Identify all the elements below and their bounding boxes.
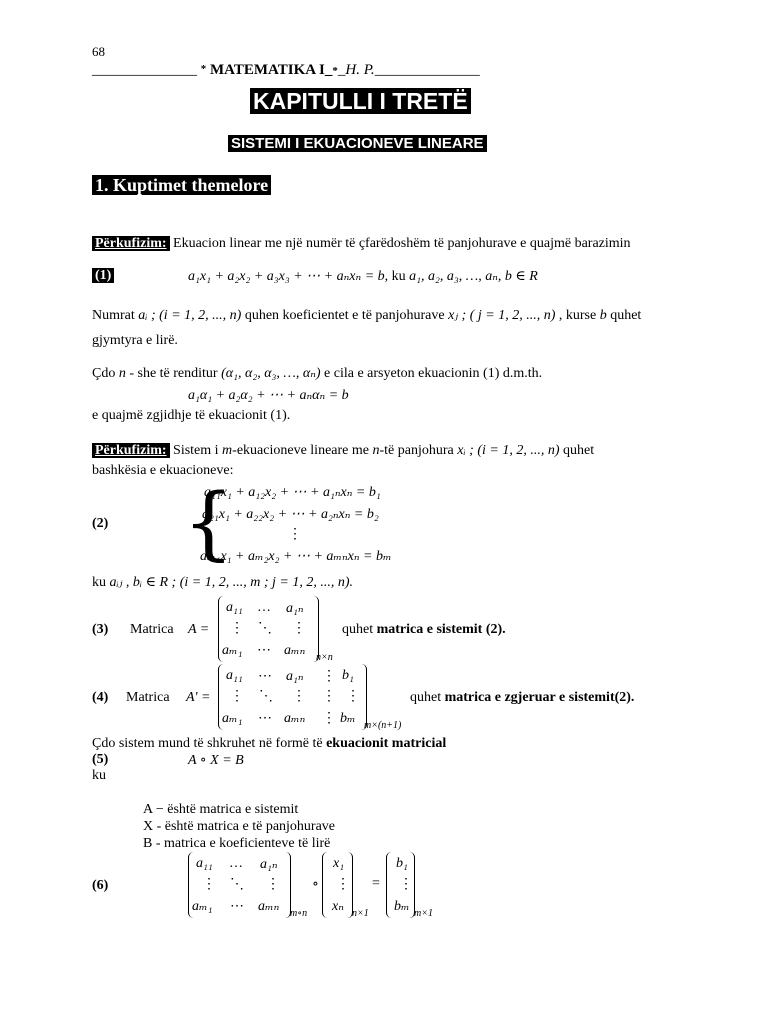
- matrix-cell: ⋱: [259, 689, 273, 704]
- matrix-cell: bₘ: [394, 899, 410, 914]
- matrix-cell: ⋯: [257, 643, 271, 658]
- matrix-cell: a₁₁: [226, 668, 243, 683]
- paragraph-coefficients-cont: gjymtyra e lirë.: [92, 333, 178, 348]
- matrix-cell: ⋯: [258, 669, 272, 684]
- matrix-cell: ⋮: [230, 689, 244, 704]
- matrix-cell: a₁₁: [226, 600, 243, 615]
- equation-number: (5): [92, 752, 109, 767]
- definition-label: Përkufizim:: [92, 443, 170, 458]
- chapter-subtitle: SISTEMI I EKUACIONEVE LINEARE: [228, 135, 487, 153]
- matrix-equation: A ∘ X = B: [188, 753, 244, 768]
- matrix-cell: ⋮: [202, 877, 216, 892]
- running-header: [92, 62, 480, 79]
- matrix-cell: ⋯: [230, 899, 244, 914]
- matrix-cell: ⋮: [292, 621, 306, 636]
- equation-number: (2): [92, 516, 109, 531]
- header-star: *: [200, 63, 207, 75]
- definition-2: Përkufizim: Sistem i m-ekuacioneve lineare me n-të panjohura xᵢ ; (i = 1, 2, ..., n) quhet: [92, 443, 676, 459]
- matrix-cell: b₁: [342, 668, 354, 683]
- equation-number: (1): [92, 268, 114, 284]
- matrix-cell: ⋱: [230, 877, 244, 892]
- system-row: aₘ₁x₁ + aₘ₂x₂ + ⋯ + aₘₙxₙ = bₘ: [200, 549, 392, 564]
- matrix-cell: b₁: [396, 856, 408, 871]
- system-row: ⋮: [288, 527, 302, 542]
- equation-number: (3): [92, 622, 109, 637]
- matrix-cell: a₁ₙ: [286, 669, 304, 684]
- system-brace: {: [183, 476, 234, 569]
- matrix-dimension: m×(n+1): [364, 720, 402, 731]
- ku-label: ku: [92, 768, 106, 783]
- definition-line: B - matrica e koeficienteve të lirë: [143, 836, 331, 851]
- matrix-cell: aₘₙ: [258, 899, 280, 914]
- paragraph-solution: Çdo n - she të renditur (α₁, α₂, α₃, …, αₙ) e cila e arsyeton ekuacionin (1) d.m.th.: [92, 366, 543, 381]
- matrix-cell: aₘ₁: [222, 643, 243, 658]
- matrix-cell: a₁ₙ: [286, 601, 304, 616]
- system-condition: ku aᵢⱼ , bᵢ ∈ R ; (i = 1, 2, ..., m ; j = 1, 2, ..., n).: [92, 575, 353, 590]
- matrix-dimension: m∘n: [290, 908, 308, 919]
- matrix-cell: ⋮: [266, 877, 280, 892]
- matrix-cell: ⋮: [322, 689, 336, 704]
- matrix-dimension: n×1: [352, 908, 369, 919]
- matrix-cell: ⋮: [292, 689, 306, 704]
- header-title: MATEMATIKA I_: [210, 62, 333, 78]
- matrix-cell: ⋮: [230, 621, 244, 636]
- definition-line: A − është matrica e sistemit: [143, 802, 299, 817]
- matrix-cell: …: [257, 600, 271, 615]
- equation-number: (4): [92, 690, 109, 705]
- matrix-cell: ⋯: [258, 711, 272, 726]
- header-left-rule: ______________: [92, 62, 197, 78]
- system-row: a₁₁x₁ + a₁₂x₂ + ⋯ + a₁ₙxₙ = b₁: [204, 485, 381, 500]
- matrix-cell: a₁ₙ: [260, 857, 278, 872]
- matrix-caption: quhet matrica e sistemit (2).: [342, 622, 506, 637]
- matrix-cell: xₙ: [332, 899, 344, 914]
- matrix-cell: aₘ₁: [192, 899, 213, 914]
- matrix-cell: ⋱: [258, 621, 272, 636]
- section-title: 1. Kuptimet themelore: [92, 175, 271, 196]
- definition-label: Përkufizim:: [92, 236, 170, 251]
- equals-sign: =: [372, 876, 380, 891]
- definition-text: Ekuacion linear me një numër të çfarëdoshëm të panjohurave e quajmë barazimin: [173, 236, 631, 251]
- matrix-cell: ⋮: [322, 711, 336, 726]
- equation-1: a₁x₁ + a₂x₂ + a₃x₃ + ⋯ + aₙxₙ = b, ku a₁, a₂, a₃, …, aₙ, b ∈ R: [188, 269, 538, 284]
- matrix-cell: …: [229, 856, 243, 871]
- definition-2-cont: bashkësia e ekuacioneve:: [92, 463, 234, 478]
- matrix-cell: aₘₙ: [284, 711, 306, 726]
- matrix-cell: x₁: [333, 856, 345, 871]
- matrix-cell: ⋮: [322, 669, 336, 684]
- matrix-cell: ⋮: [399, 877, 413, 892]
- matrix-dimension: m×1: [414, 908, 433, 919]
- matrix-cell: a₁₁: [196, 856, 213, 871]
- equation-number: (6): [92, 878, 109, 893]
- chapter-title: KAPITULLI I TRETË: [250, 88, 471, 115]
- matrix-cell: ⋮: [336, 877, 350, 892]
- matrix-lhs: A =: [188, 622, 210, 637]
- matrix-label: Matrica: [130, 622, 174, 637]
- definition-1: [92, 235, 676, 252]
- matrix-cell: aₘ₁: [222, 711, 243, 726]
- matrix-label: Matrica: [126, 690, 170, 705]
- paragraph-coefficients: Numrat aᵢ ; (i = 1, 2, ..., n) quhen koeficientet e të panjohurave xⱼ ; ( j = 1, 2, ..., n) , kurse b quhet: [92, 308, 642, 323]
- compose-operator: ∘: [312, 877, 319, 892]
- header-initials: _H. P.: [337, 62, 375, 78]
- solution-equation: a₁α₁ + a₂α₂ + ⋯ + aₙαₙ = b: [188, 388, 349, 403]
- header-star: *: [332, 65, 338, 77]
- matrix-cell: bₘ: [340, 711, 356, 726]
- definition-line: X - është matrica e të panjohurave: [143, 819, 336, 834]
- matrix-lhs: A' =: [186, 690, 211, 705]
- page-number: 68: [92, 44, 105, 59]
- matrix-caption: quhet matrica e zgjeruar e sistemit(2).: [410, 690, 635, 705]
- matrix-cell: ⋮: [346, 689, 360, 704]
- system-row: a₂₁x₁ + a₂₂x₂ + ⋯ + a₂ₙxₙ = b₂: [202, 507, 379, 522]
- matrix-dimension: n×n: [316, 652, 333, 663]
- matrix-cell: aₘₙ: [284, 643, 306, 658]
- matrix-form-text: Çdo sistem mund të shkruhet në formë të ekuacionit matricial: [92, 736, 447, 751]
- solution-text: e quajmë zgjidhje të ekuacionit (1).: [92, 408, 291, 423]
- header-right-rule: ______________: [374, 62, 480, 78]
